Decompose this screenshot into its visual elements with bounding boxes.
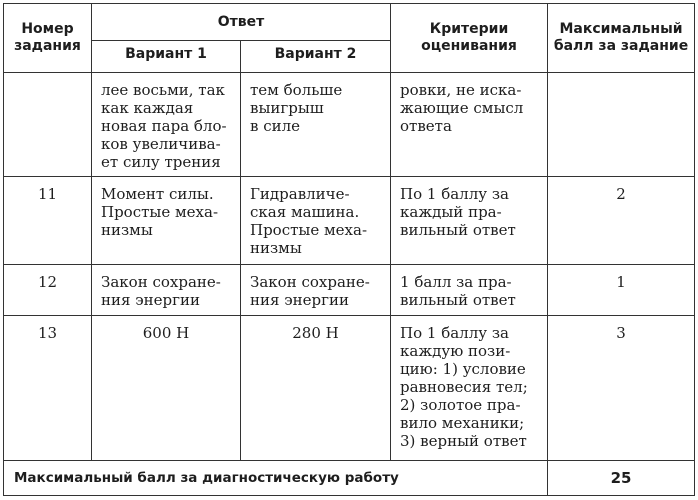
row-variant-2: 280 Н (241, 316, 391, 461)
row-criteria: 1 балл за пра- вильный ответ (391, 265, 548, 316)
table-row (4, 316, 695, 461)
row-max-score: 2 (548, 177, 695, 265)
footer-row (4, 461, 695, 496)
header-criteria: Критерии оценивания (391, 4, 548, 73)
grading-table (3, 3, 695, 496)
header-max-score: Максимальный балл за задание (548, 4, 695, 73)
row-variant-1: Момент силы. Простые меха- низмы (92, 177, 241, 265)
row-number (4, 73, 92, 177)
header-task-number: Номер задания (4, 4, 92, 73)
header-row-1 (4, 4, 695, 41)
header-variant-2: Вариант 2 (241, 41, 391, 73)
table-row (4, 177, 695, 265)
row-variant-2: Гидравличе- ская машина. Простые меха- низмы (241, 177, 391, 265)
row-variant-2: тем больше выигрыш в силе (241, 73, 391, 177)
row-criteria: ровки, не иска- жающие смысл ответа (391, 73, 548, 177)
header-answer: Ответ (92, 4, 391, 41)
table-row (4, 265, 695, 316)
table-row (4, 73, 695, 177)
row-criteria: По 1 баллу за каждую пози- цию: 1) условие равновесия тел; 2) золотое пра- вило механики; 3) верный ответ (391, 316, 548, 461)
row-number: 13 (4, 316, 92, 461)
row-variant-1: Закон сохране- ния энергии (92, 265, 241, 316)
footer-label: Максимальный балл за диагностическую работу (4, 461, 548, 496)
row-number: 12 (4, 265, 92, 316)
row-number: 11 (4, 177, 92, 265)
footer-total: 25 (548, 461, 695, 496)
header-variant-1: Вариант 1 (92, 41, 241, 73)
row-variant-2: Закон сохране- ния энергии (241, 265, 391, 316)
row-max-score: 3 (548, 316, 695, 461)
row-max-score: 1 (548, 265, 695, 316)
row-variant-1: 600 Н (92, 316, 241, 461)
row-criteria: По 1 баллу за каждый пра- вильный ответ (391, 177, 548, 265)
row-variant-1: лее восьми, так как каждая новая пара бло- ков увеличива- ет силу трения (92, 73, 241, 177)
row-max-score (548, 73, 695, 177)
